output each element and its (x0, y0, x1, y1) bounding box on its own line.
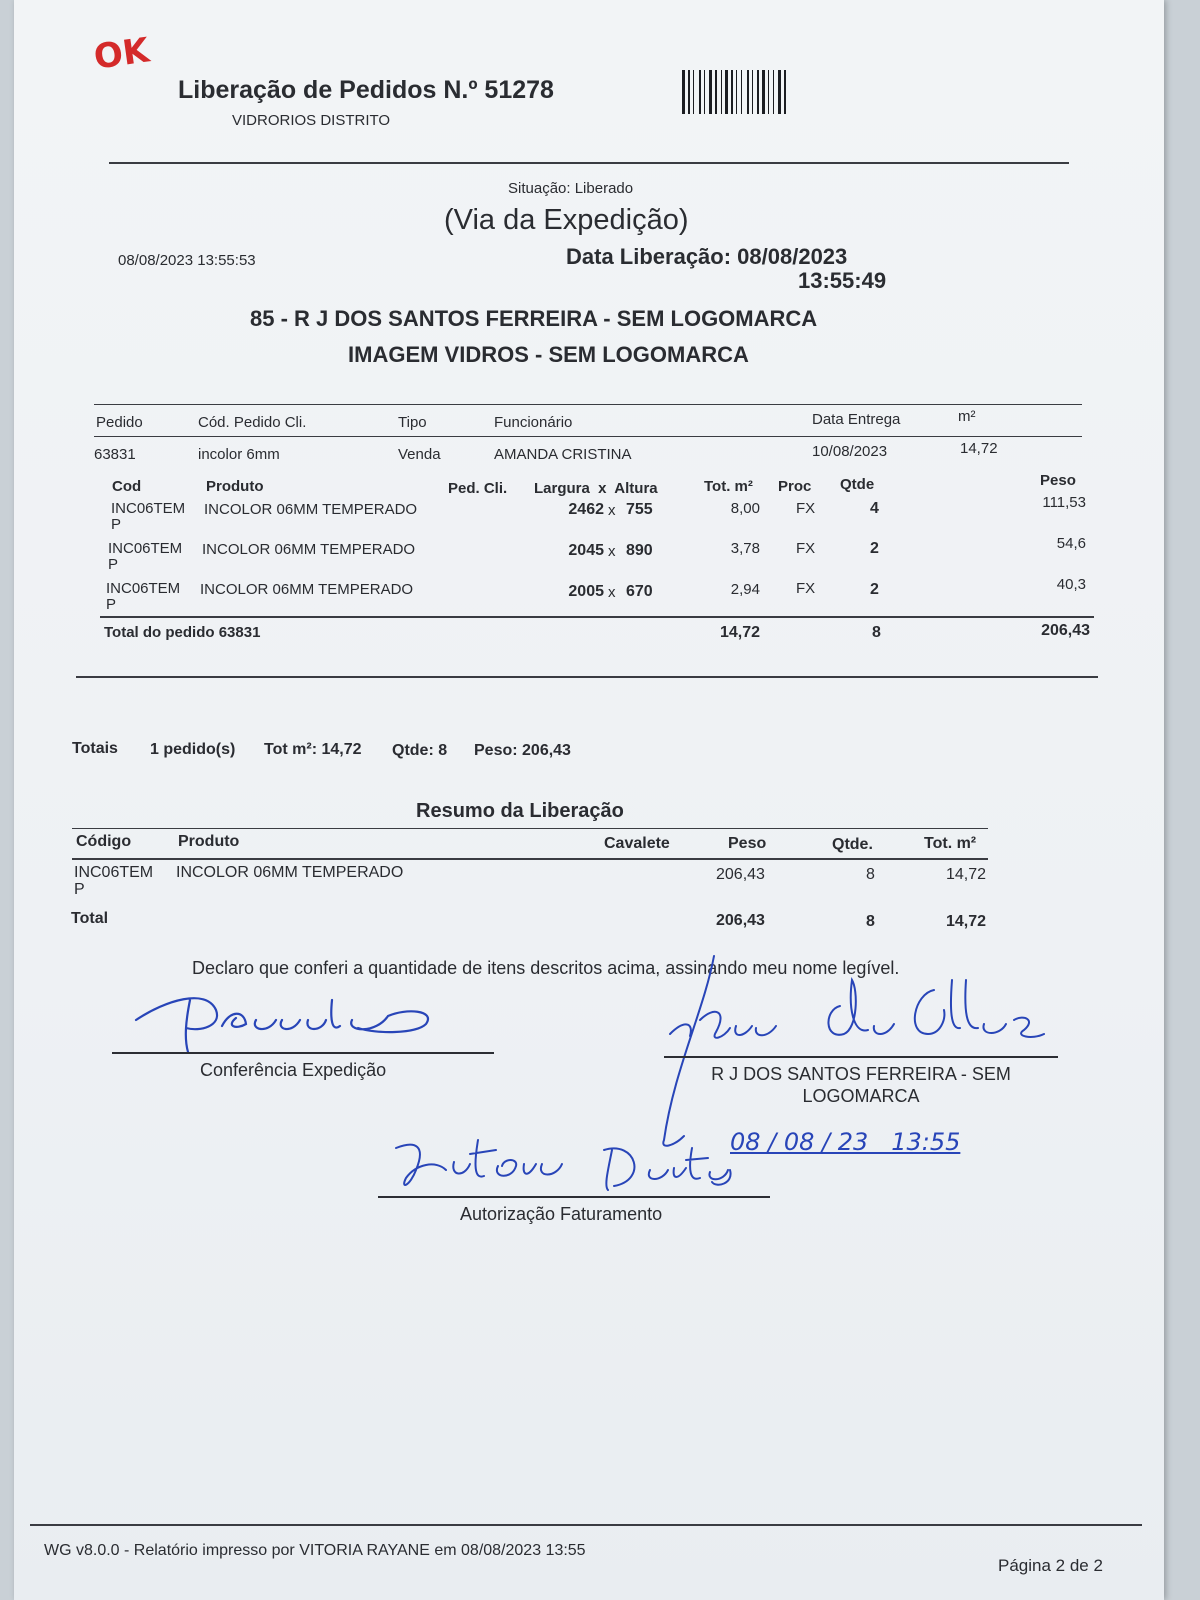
value-tipo: Venda (398, 446, 441, 463)
label-tipo: Tipo (398, 414, 427, 431)
document-page (14, 0, 1164, 1600)
summary-peso: 206,43 (716, 866, 765, 883)
col-produto: Produto (206, 478, 264, 495)
col-cod: Cod (112, 478, 142, 495)
item-largura: 2045 (568, 542, 604, 559)
item-cod-cont: P (111, 516, 122, 533)
item-largura: 2005 (568, 583, 604, 600)
document-title: Liberação de Pedidos N.º 51278 (178, 76, 554, 104)
client-name: 85 - R J DOS SANTOS FERREIRA - SEM LOGOMARCA (250, 306, 818, 331)
signature-autorizacao (386, 1120, 736, 1200)
value-pedido: 63831 (94, 446, 136, 463)
signature-line (664, 1056, 1058, 1058)
item-cod: INC06TEM (106, 580, 181, 597)
item-qtde: 2 (870, 581, 879, 598)
order-total-qtde: 8 (872, 624, 881, 641)
item-produto: INCOLOR 06MM TEMPERADO (200, 581, 414, 598)
handwritten-date: 08 / 08 / 23 13:55 (730, 1128, 961, 1156)
value-cod-pedido-cli: incolor 6mm (198, 446, 280, 463)
footer-page-number: Página 2 de 2 (998, 1556, 1103, 1575)
item-altura: 890 (626, 542, 653, 559)
client-alias: IMAGEM VIDROS - SEM LOGOMARCA (348, 342, 749, 367)
value-m2: 14,72 (960, 440, 998, 457)
item-proc: FX (796, 540, 816, 557)
item-x: x (608, 543, 616, 560)
summary-codigo: INC06TEM (74, 864, 154, 881)
item-largura: 2462 (568, 501, 604, 518)
company-name: VIDRORIOS DISTRITO (232, 112, 391, 129)
item-cod: INC06TEM (111, 500, 186, 517)
totals-peso: Peso: 206,43 (474, 742, 571, 759)
divider (72, 828, 988, 829)
summary-col-tot-m2: Tot. m² (924, 835, 977, 852)
signature-line (112, 1052, 494, 1054)
item-altura: 755 (626, 501, 653, 518)
summary-col-qtde: Qtde. (832, 836, 873, 853)
totals-m2: Tot m²: 14,72 (264, 741, 362, 758)
footer-divider (30, 1524, 1142, 1526)
item-produto: INCOLOR 06MM TEMPERADO (204, 501, 418, 518)
order-total-peso: 206,43 (1041, 622, 1090, 639)
autorizacao-label: Autorização Faturamento (460, 1204, 663, 1224)
col-peso: Peso (1040, 472, 1076, 489)
summary-total-label: Total (71, 910, 109, 927)
client-sig-name-cont: LOGOMARCA (802, 1086, 920, 1106)
label-cod-pedido-cli: Cód. Pedido Cli. (198, 414, 307, 431)
totals-pedidos: 1 pedido(s) (150, 741, 236, 758)
via-title: (Via da Expedição) (444, 204, 689, 236)
item-qtde: 4 (870, 500, 879, 517)
item-tot-m2: 8,00 (730, 500, 760, 517)
value-funcionario: AMANDA CRISTINA (494, 446, 632, 463)
item-peso: 40,3 (1056, 576, 1086, 593)
client-sig-name: R J DOS SANTOS FERREIRA - SEM (711, 1064, 1011, 1084)
totals-qtde: Qtde: 8 (392, 742, 448, 759)
item-cod-cont: P (108, 556, 119, 573)
summary-total-qtde: 8 (866, 913, 875, 930)
divider (100, 616, 1094, 618)
summary-total-peso: 206,43 (716, 912, 765, 929)
item-qtde: 2 (870, 540, 879, 557)
divider (94, 404, 1082, 405)
order-total-label: Total do pedido 63831 (104, 624, 261, 641)
item-cod: INC06TEM (108, 540, 183, 557)
totals-label: Totais (72, 740, 118, 757)
conferencia-label: Conferência Expedição (200, 1060, 387, 1080)
item-proc: FX (796, 500, 816, 517)
release-date: Data Liberação: 08/08/2023 (566, 244, 848, 269)
divider (72, 858, 988, 860)
summary-title: Resumo da Liberação (416, 800, 624, 822)
label-pedido: Pedido (96, 414, 143, 431)
signature-line (378, 1196, 770, 1198)
summary-qtde: 8 (866, 866, 875, 883)
summary-col-peso: Peso (728, 835, 767, 852)
label-data-entrega: Data Entrega (812, 411, 901, 428)
col-proc: Proc (778, 478, 812, 495)
release-time: 13:55:49 (798, 268, 887, 293)
item-peso: 54,6 (1056, 535, 1086, 552)
divider (109, 162, 1069, 164)
item-tot-m2: 2,94 (730, 581, 760, 598)
item-altura: 670 (626, 583, 653, 600)
item-cod-cont: P (106, 596, 117, 613)
item-x: x (608, 584, 616, 601)
item-peso: 111,53 (1042, 494, 1086, 511)
summary-col-codigo: Código (76, 833, 132, 850)
printed-timestamp: 08/08/2023 13:55:53 (118, 252, 256, 269)
col-tot-m2: Tot. m² (704, 478, 753, 495)
barcode (682, 70, 852, 116)
label-funcionario: Funcionário (494, 414, 573, 431)
summary-total-tot-m2: 14,72 (945, 913, 986, 930)
divider (76, 676, 1098, 678)
value-data-entrega: 10/08/2023 (812, 443, 888, 460)
label-m2: m² (958, 408, 976, 425)
divider (94, 436, 1082, 437)
declaration-text: Declaro que conferi a quantidade de itens descritos acima, assinando meu nome legível. (192, 958, 900, 978)
summary-col-cavalete: Cavalete (604, 835, 670, 852)
item-produto: INCOLOR 06MM TEMPERADO (202, 541, 416, 558)
item-proc: FX (796, 580, 816, 597)
summary-col-produto: Produto (178, 833, 240, 850)
summary-codigo-cont: P (74, 881, 85, 898)
col-dims: Largura x Altura (534, 480, 658, 497)
ok-annotation: OK (91, 30, 152, 78)
col-qtde: Qtde (840, 476, 875, 493)
footer-printed-by: WG v8.0.0 - Relatório impresso por VITORIA RAYANE em 08/08/2023 13:55 (44, 1542, 586, 1559)
col-ped-cli: Ped. Cli. (448, 480, 508, 497)
item-tot-m2: 3,78 (730, 540, 760, 557)
status-text: Situação: Liberado (508, 180, 634, 197)
summary-tot-m2: 14,72 (945, 866, 986, 883)
summary-produto: INCOLOR 06MM TEMPERADO (176, 864, 404, 881)
signature-conferencia (126, 980, 466, 1060)
order-total-m2: 14,72 (719, 624, 760, 641)
item-x: x (608, 502, 616, 519)
